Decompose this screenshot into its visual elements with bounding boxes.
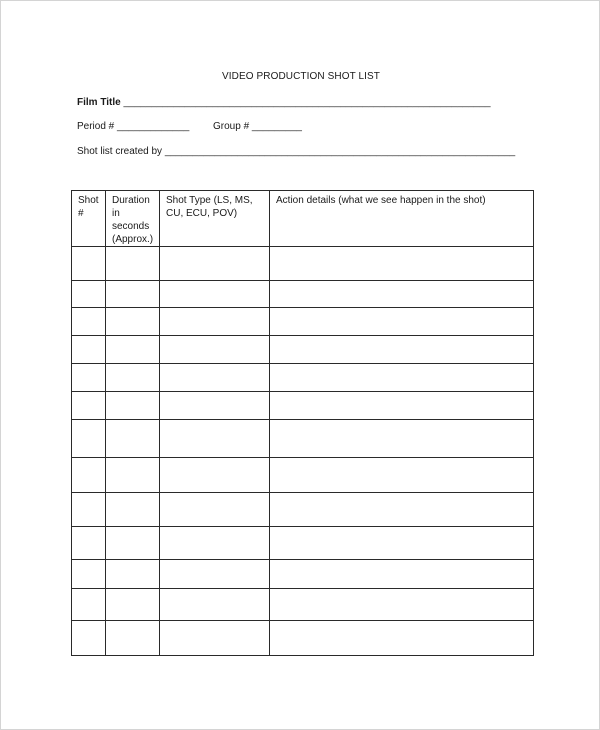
action-details-cell[interactable] xyxy=(270,364,534,392)
table-row xyxy=(72,420,534,458)
shot-number-cell[interactable] xyxy=(72,364,106,392)
duration-cell[interactable] xyxy=(106,247,160,281)
table-row xyxy=(72,560,534,589)
table-row xyxy=(72,527,534,560)
film-title-blank[interactable]: __________________________________________________________________ xyxy=(123,97,491,108)
column-header-duration: Duration in seconds (Approx.) xyxy=(106,191,160,247)
shot-type-cell[interactable] xyxy=(160,392,270,420)
shot-number-cell[interactable] xyxy=(72,589,106,621)
shot-number-cell[interactable] xyxy=(72,308,106,336)
duration-cell[interactable] xyxy=(106,589,160,621)
shot-number-cell[interactable] xyxy=(72,281,106,308)
table-row xyxy=(72,281,534,308)
duration-cell[interactable] xyxy=(106,336,160,364)
shot-number-cell[interactable] xyxy=(72,560,106,589)
duration-cell[interactable] xyxy=(106,458,160,493)
shot-type-cell[interactable] xyxy=(160,247,270,281)
period-blank[interactable]: _____________ xyxy=(117,121,190,132)
duration-cell[interactable] xyxy=(106,527,160,560)
created-by-label: Shot list created by xyxy=(77,146,163,157)
shot-number-cell[interactable] xyxy=(72,621,106,656)
table-row xyxy=(72,364,534,392)
shot-list-table xyxy=(71,190,534,656)
group-blank[interactable]: _________ xyxy=(251,121,302,132)
period-field xyxy=(77,121,189,132)
column-header-action-details: Action details (what we see happen in the shot) xyxy=(270,191,534,247)
duration-cell[interactable] xyxy=(106,281,160,308)
duration-cell[interactable] xyxy=(106,621,160,656)
action-details-cell[interactable] xyxy=(270,493,534,527)
action-details-cell[interactable] xyxy=(270,458,534,493)
shot-type-cell[interactable] xyxy=(160,281,270,308)
action-details-cell[interactable] xyxy=(270,621,534,656)
shot-type-cell[interactable] xyxy=(160,308,270,336)
action-details-cell[interactable] xyxy=(270,308,534,336)
shot-number-cell[interactable] xyxy=(72,527,106,560)
shot-number-cell[interactable] xyxy=(72,458,106,493)
table-row xyxy=(72,458,534,493)
action-details-cell[interactable] xyxy=(270,560,534,589)
action-details-cell[interactable] xyxy=(270,247,534,281)
shot-number-cell[interactable] xyxy=(72,392,106,420)
table-row xyxy=(72,308,534,336)
shot-type-cell[interactable] xyxy=(160,336,270,364)
action-details-cell[interactable] xyxy=(270,392,534,420)
duration-cell[interactable] xyxy=(106,392,160,420)
duration-cell[interactable] xyxy=(106,493,160,527)
action-details-cell[interactable] xyxy=(270,336,534,364)
created-by-blank[interactable]: _______________________________________________________________ xyxy=(164,146,516,157)
table-row xyxy=(72,247,534,281)
duration-cell[interactable] xyxy=(106,420,160,458)
action-details-cell[interactable] xyxy=(270,589,534,621)
film-title-field xyxy=(77,97,491,108)
shot-type-cell[interactable] xyxy=(160,420,270,458)
action-details-cell[interactable] xyxy=(270,527,534,560)
table-row xyxy=(72,621,534,656)
group-field xyxy=(213,121,302,132)
shot-type-cell[interactable] xyxy=(160,560,270,589)
table-row xyxy=(72,392,534,420)
shot-number-cell[interactable] xyxy=(72,493,106,527)
table-row xyxy=(72,493,534,527)
film-title-label: Film Title xyxy=(77,97,121,108)
document-title: VIDEO PRODUCTION SHOT LIST xyxy=(222,71,380,82)
shot-number-cell[interactable] xyxy=(72,336,106,364)
shot-number-cell[interactable] xyxy=(72,420,106,458)
column-header-shot-type: Shot Type (LS, MS, CU, ECU, POV) xyxy=(160,191,270,247)
period-label: Period # xyxy=(77,121,115,132)
duration-cell[interactable] xyxy=(106,560,160,589)
shot-type-cell[interactable] xyxy=(160,493,270,527)
shot-type-cell[interactable] xyxy=(160,527,270,560)
duration-cell[interactable] xyxy=(106,364,160,392)
table-row xyxy=(72,336,534,364)
column-header-shot-number: Shot # xyxy=(72,191,106,247)
duration-cell[interactable] xyxy=(106,308,160,336)
created-by-field xyxy=(77,146,515,157)
shot-type-cell[interactable] xyxy=(160,364,270,392)
shot-number-cell[interactable] xyxy=(72,247,106,281)
group-label: Group # xyxy=(213,121,250,132)
shot-type-cell[interactable] xyxy=(160,458,270,493)
table-row xyxy=(72,589,534,621)
table-header-row xyxy=(72,191,534,247)
shot-type-cell[interactable] xyxy=(160,589,270,621)
action-details-cell[interactable] xyxy=(270,281,534,308)
shot-type-cell[interactable] xyxy=(160,621,270,656)
action-details-cell[interactable] xyxy=(270,420,534,458)
